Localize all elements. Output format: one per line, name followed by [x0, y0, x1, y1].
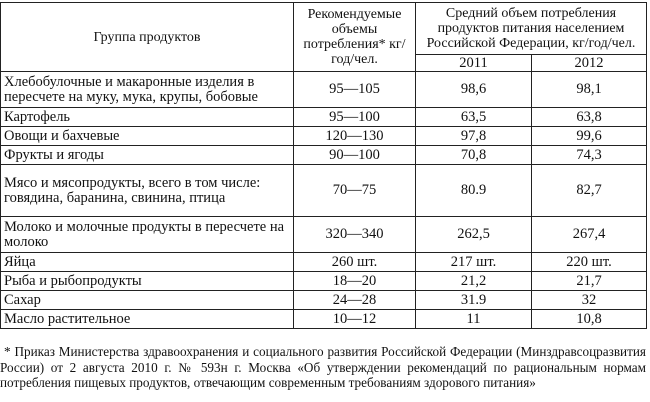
recommended-value: 260 шт. — [294, 253, 416, 272]
value-2011: 217 шт. — [416, 253, 532, 272]
product-name: Мясо и мясопродукты, всего в том числе: говядина, баранина, свинина, птица — [1, 165, 294, 217]
recommended-value: 120—130 — [294, 127, 416, 146]
table-row — [1, 217, 647, 253]
header-row — [1, 3, 647, 55]
value-2012: 220 шт. — [532, 253, 647, 272]
product-name: Фрукты и ягоды — [1, 146, 294, 165]
recommended-value: 320—340 — [294, 217, 416, 253]
table-row — [1, 272, 647, 291]
value-2012: 267,4 — [532, 217, 647, 253]
value-2011: 31.9 — [416, 291, 532, 310]
table-row — [1, 291, 647, 310]
recommended-value: 90—100 — [294, 146, 416, 165]
value-2011: 11 — [416, 310, 532, 329]
value-2012: 10,8 — [532, 310, 647, 329]
table-row — [1, 165, 647, 217]
value-2011: 21,2 — [416, 272, 532, 291]
recommended-value: 24—28 — [294, 291, 416, 310]
product-name: Сахар — [1, 291, 294, 310]
product-name: Рыба и рыбопродукты — [1, 272, 294, 291]
value-2012: 98,1 — [532, 72, 647, 108]
header-year-2012: 2012 — [532, 55, 647, 72]
product-name: Яйца — [1, 253, 294, 272]
product-name: Молоко и молочные продукты в пересчете на молоко — [1, 217, 294, 253]
table-row — [1, 310, 647, 329]
value-2012: 21,7 — [532, 272, 647, 291]
table-row — [1, 253, 647, 272]
table-row — [1, 146, 647, 165]
value-2011: 97,8 — [416, 127, 532, 146]
value-2011: 70,8 — [416, 146, 532, 165]
header-average: Средний объем потребления продуктов питания населением Российской Федерации, кг/год/чел. — [416, 3, 647, 55]
table-row — [1, 72, 647, 108]
consumption-table — [0, 2, 647, 329]
value-2011: 98,6 — [416, 72, 532, 108]
header-group: Группа продуктов — [1, 3, 294, 72]
value-2011: 63,5 — [416, 108, 532, 127]
footnote: * Приказ Министерства здравоохранения и социального развития Российской Федерации (Минздравсоцразвития России) от 2 августа 2010 г. № 593н г. Москва «Об утверждении рекомендаций по рациональным нормам потребления пищевых продуктов, отвечающим современным требованиям здорового питания» — [0, 344, 646, 390]
value-2012: 74,3 — [532, 146, 647, 165]
value-2011: 262,5 — [416, 217, 532, 253]
recommended-value: 95—100 — [294, 108, 416, 127]
value-2012: 82,7 — [532, 165, 647, 217]
value-2012: 32 — [532, 291, 647, 310]
value-2011: 80.9 — [416, 165, 532, 217]
table-row — [1, 108, 647, 127]
recommended-value: 10—12 — [294, 310, 416, 329]
table-row — [1, 127, 647, 146]
header-year-2011: 2011 — [416, 55, 532, 72]
header-recommended: Рекомендуемые объемы потребления* кг/год/чел. — [294, 3, 416, 72]
value-2012: 99,6 — [532, 127, 647, 146]
recommended-value: 18—20 — [294, 272, 416, 291]
product-name: Овощи и бахчевые — [1, 127, 294, 146]
product-name: Картофель — [1, 108, 294, 127]
recommended-value: 70—75 — [294, 165, 416, 217]
product-name: Хлебобулочные и макаронные изделия в пересчете на муку, мука, крупы, бобовые — [1, 72, 294, 108]
recommended-value: 95—105 — [294, 72, 416, 108]
value-2012: 63,8 — [532, 108, 647, 127]
product-name: Масло растительное — [1, 310, 294, 329]
